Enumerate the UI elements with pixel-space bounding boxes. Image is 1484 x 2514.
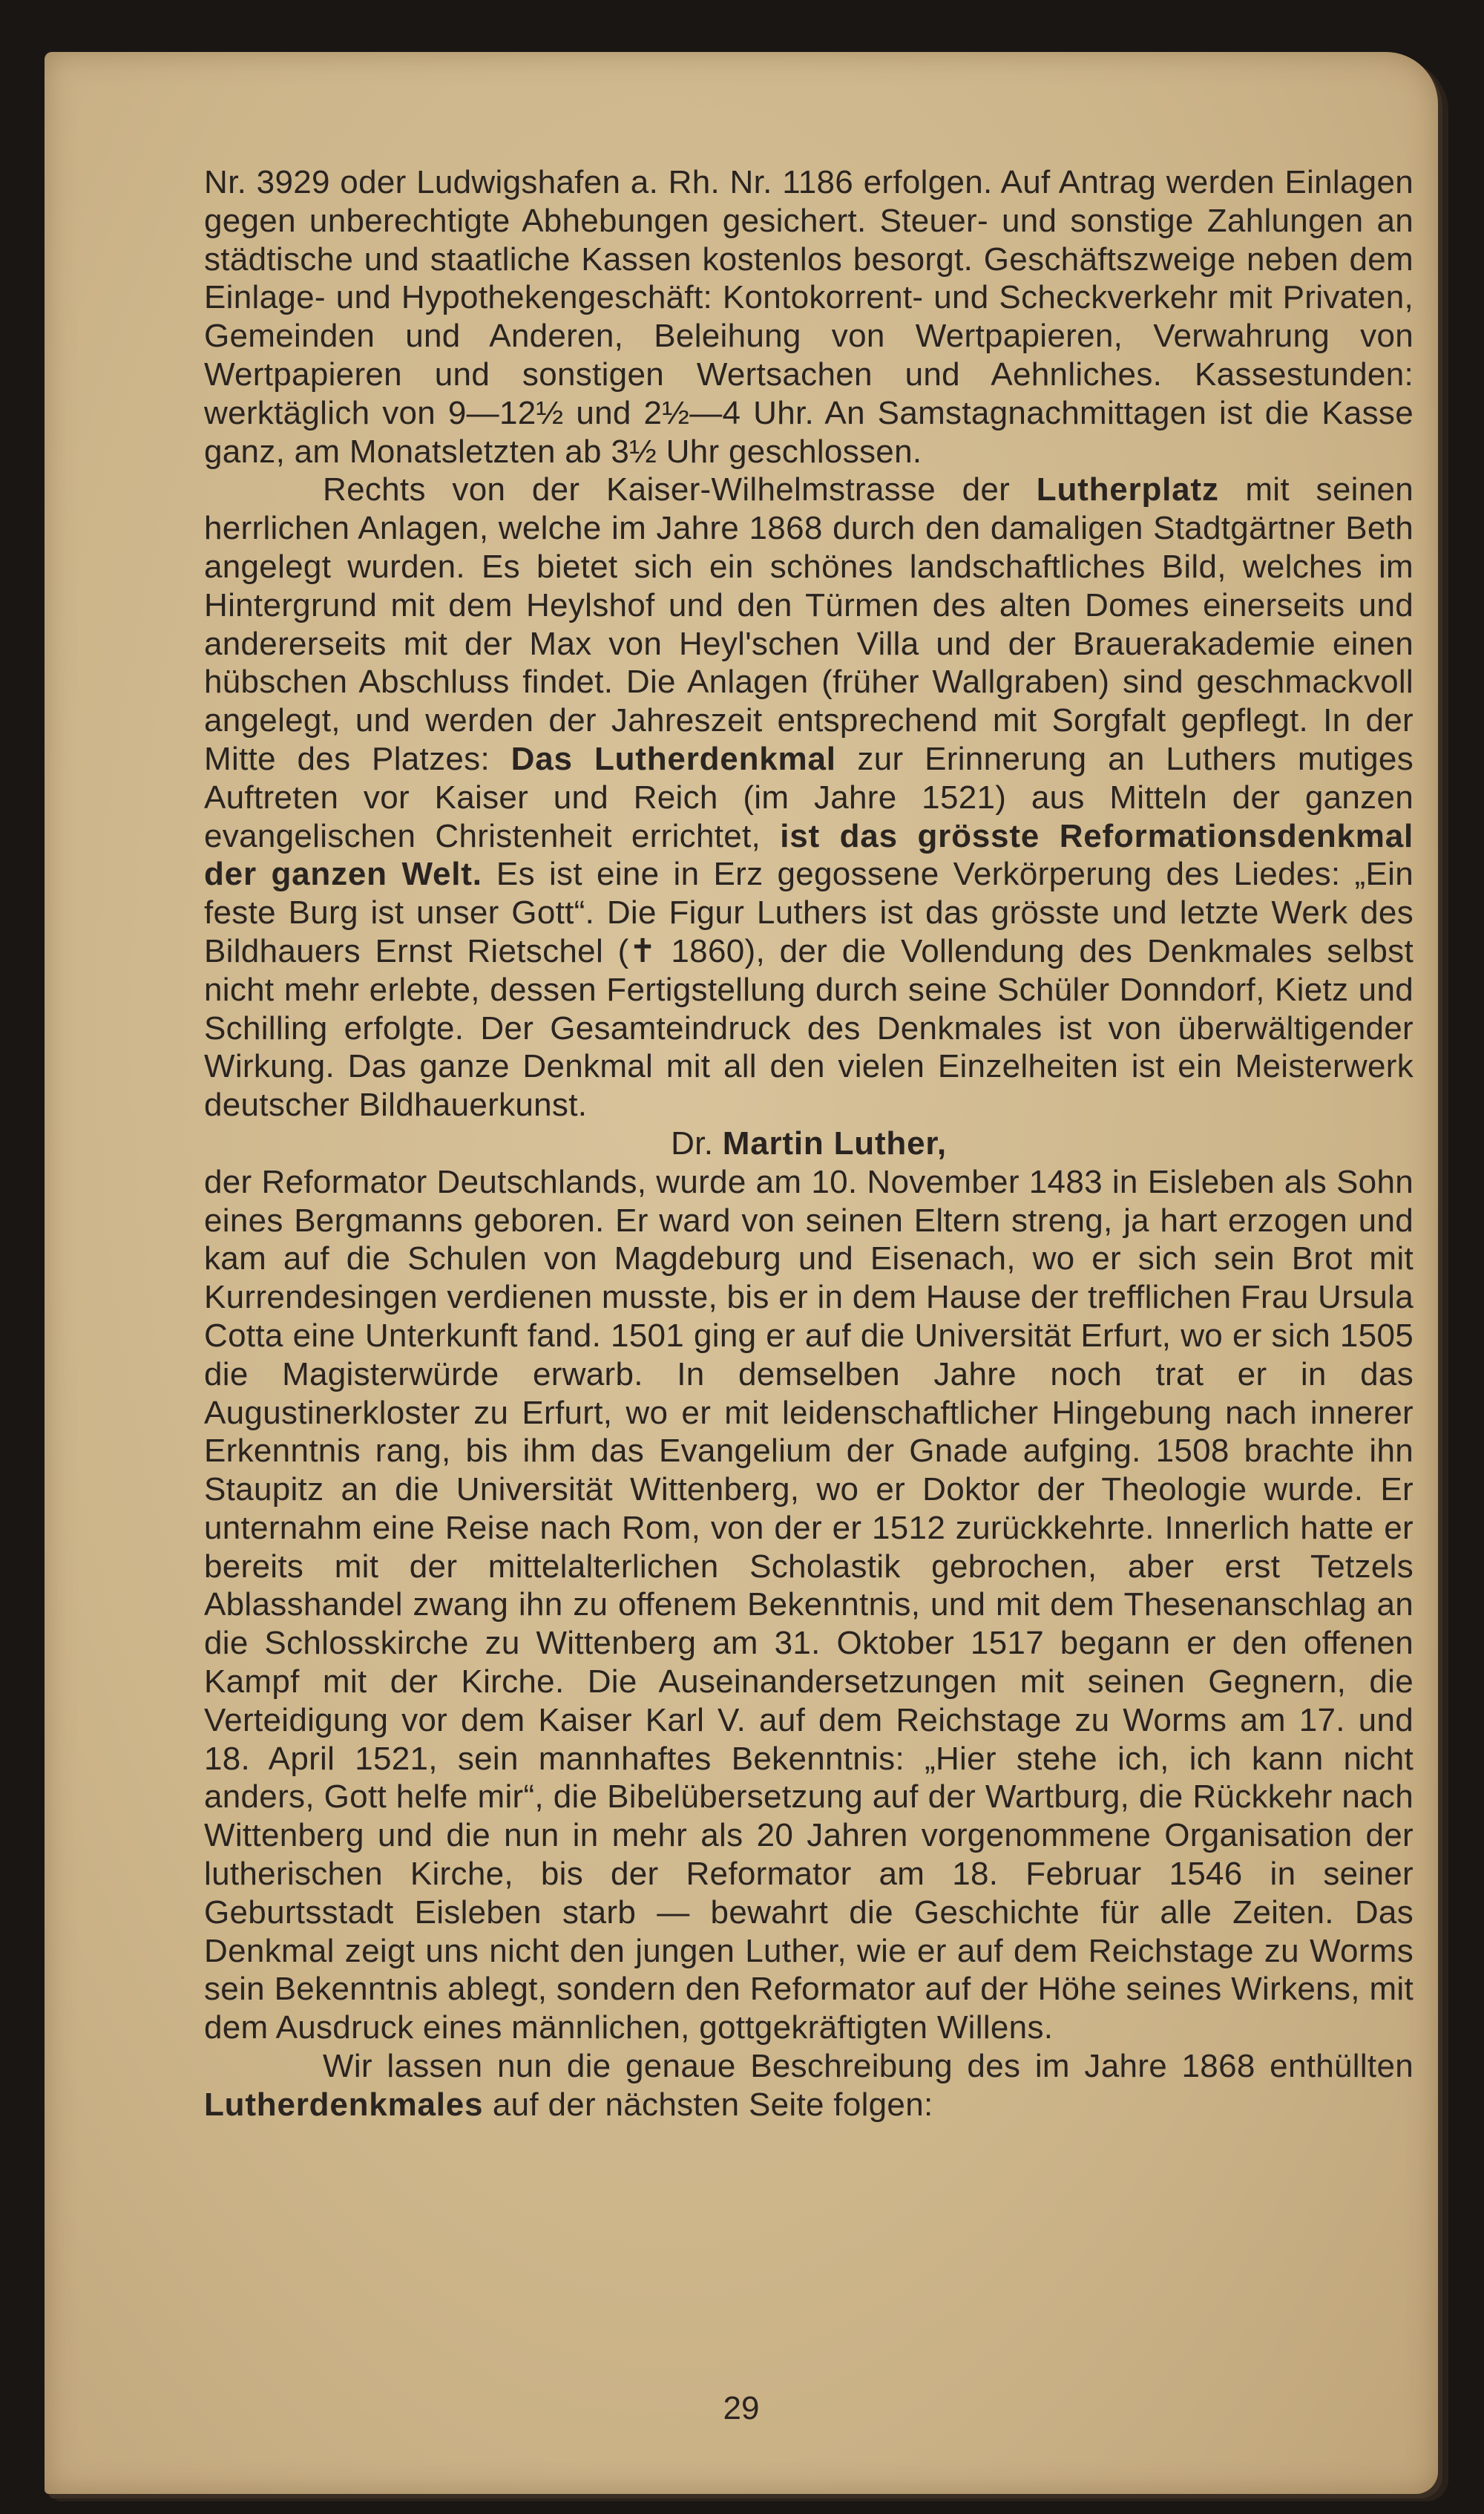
heading-name: Martin Luther, — [722, 1125, 947, 1162]
closing-paragraph — [204, 2047, 1414, 2124]
book-page — [45, 52, 1438, 2494]
lutherplatz-paragraph — [204, 471, 1414, 1125]
lutherplatz-text-2: mit seinen herrlichen Anlagen, welche im Jahre 1868 durch den damaligen Stadtgärtner Beth angelegt wurden. Es bietet sich ein schönes landschaftliches Bild, welches im Hintergrund mit dem Heylshof und den Türmen des alten Domes einerseits und andererseits mit der Max von Heyl'schen Villa und der Brauerakademie einen hübschen Abschluss findet. Die Anlagen (früher Wallgraben) sind geschmackvoll angelegt, und werden der Jahreszeit entsprechend mit Sorgfalt gepflegt. In der Mitte des Platzes: — [204, 471, 1414, 777]
closing-text-1: Wir lassen nun die genaue Beschreibung des im Jahre 1868 enthüllten — [323, 2048, 1414, 2085]
heading-prefix: Dr. — [671, 1125, 723, 1162]
luther-biography-paragraph: der Reformator Deutschlands, wurde am 10. November 1483 in Eisleben als Sohn eines Bergmanns geboren. Er ward von seinen Eltern streng, ja hart erzogen und kam auf die Schulen von Magdeburg und Eisenach, wo er sich sein Brot mit Kurrendesingen verdienen musste, bis er in dem Hause der trefflichen Frau Ursula Cotta eine Unterkunft fand. 1501 ging er auf die Universität Erfurt, wo er sich 1505 die Magisterwürde erwarb. In demselben Jahre noch trat er in das Augustinerkloster zu Erfurt, wo er mit leidenschaftlicher Hingebung nach innerer Erkenntnis rang, bis ihm das Evangelium der Gnade aufging. 1508 brachte ihn Staupitz an die Universität Wittenberg, wo er Doktor der Theologie wurde. Er unternahm eine Reise nach Rom, von der er 1512 zurückkehrte. Innerlich hatte er bereits mit der mittelalterlichen Scholastik gebrochen, aber erst Tetzels Ablasshandel zwang ihn zu offenem Bekenntnis, und mit dem Thesenanschlag an die Schlosskirche zu Wittenberg am 31. Oktober 1517 begann er den offenen Kampf mit der Kirche. Die Auseinandersetzungen mit seinen Gegnern, die Verteidigung vor dem Kaiser Karl V. auf dem Reichstage zu Worms am 17. und 18. April 1521, sein mannhaftes Bekenntnis: „Hier stehe ich, ich kann nicht anders, Gott helfe mir“, die Bibelübersetzung auf der Wartburg, die Rückkehr nach Wittenberg und die nun in mehr als 20 Jahren vorgenommene Organisation der lutherischen Kirche, bis der Reformator am 18. Februar 1546 in seiner Geburtsstadt Eisleben starb — bewahrt die Geschichte für alle Zeiten. Das Denkmal zeigt uns nicht den jungen Luther, wie er auf dem Reichstage zu Worms sein Bekenntnis ablegt, sondern den Reformator auf der Höhe seines Wirkens, mit dem Ausdruck eines männlichen, gottgekräftigten Willens. — [204, 1163, 1414, 2046]
closing-bold-term: Lutherdenkmales — [204, 2086, 484, 2123]
lutherplatz-text-1: Rechts von der Kaiser-Wilhelmstrasse der — [323, 471, 1037, 508]
continuation-paragraph: Nr. 3929 oder Ludwigshafen a. Rh. Nr. 1186 erfolgen. Auf Antrag werden Einlagen gegen unberechtigte Abhebungen gesichert. Steuer- und sonstige Zahlungen an städtische und staatliche Kassen kostenlos besorgt. Geschäftszweige neben dem Einlage- und Hypothekengeschäft: Kontokorrent- und Scheckverkehr mit Privaten, Gemeinden und Anderen, Beleihung von Wertpapieren, Verwahrung von Wertpapieren und sonstigen Wertsachen und Aehnliches. Kassestunden: werktäglich von 9—12½ und 2½—4 Uhr. An Samstagnachmittagen ist die Kasse ganz, am Monatsletzten ab 3½ Uhr geschlossen. — [204, 164, 1414, 470]
section-heading — [204, 1125, 1414, 1163]
lutherplatz-bold-term: Lutherplatz — [1036, 471, 1219, 508]
lutherplatz-text-4: Es ist eine in Erz gegossene Verkörperung des Liedes: „Ein feste Burg ist unser Gott“. Die Figur Luthers ist das grösste und letzte Werk des Bildhauers Ernst Rietschel (✝ 1860), der die Vollendung des Denkmales selbst nicht mehr erlebte, dessen Fertigstellung durch seine Schüler Donndorf, Kietz und Schilling erfolgte. Der Gesamteindruck des Denkmales ist von überwältigender Wirkung. Das ganze Denkmal mit all den vielen Einzelheiten ist ein Meisterwerk deutscher Bildhauerkunst. — [204, 856, 1414, 1124]
reformationsdenkmal-bold-phrase: ist das grösste Reformationsdenkmal der ganzen Welt. — [204, 817, 1414, 893]
lutherdenkmal-bold-term: Das Lutherdenkmal — [510, 740, 836, 777]
lutherplatz-text-3: zur Erinnerung an Luthers mutiges Auftreten vor Kaiser und Reich (im Jahre 1521) aus Mitteln der ganzen evangelischen Christenheit errichtet, — [204, 740, 1414, 854]
page-text-block — [204, 163, 1414, 2124]
closing-text-2: auf der nächsten Seite folgen: — [483, 2086, 933, 2123]
page-number: 29 — [723, 2390, 760, 2426]
